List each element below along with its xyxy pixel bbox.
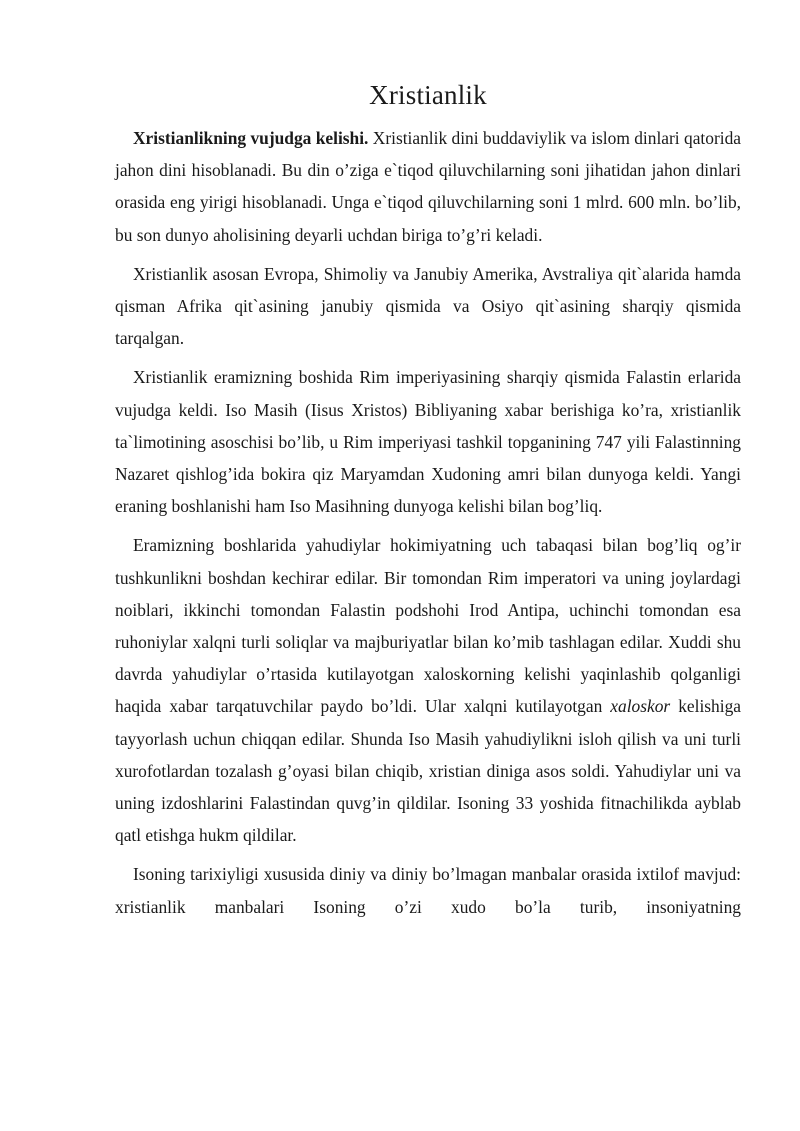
paragraph-historicity: Isoning tarixiyligi xususida diniy va diniy bo’lmagan manbalar orasida ixtilof mavjud: xristianlik manbalari Isoning o’zi xudo bo’la turib, insoniyatning (115, 864, 741, 917)
italic-term: xaloskor (610, 696, 671, 717)
paragraph-origin-text: Xristianlik dini buddaviylik va islom dinlari qatorida jahon dini hisoblanadi. Bu din o’ziga e`tiqod qiluvchilarning soni jihatidan jahon dinlari orasida eng yirigi hisoblanadi. Unga e`tiqod qiluvchilarning soni 1 mlrd. 600 mln. bo’lib, bu son dunyo aholisining deyarli uchdan biriga to’g’ri keladi. (115, 128, 741, 245)
paragraph-context-text-1: Eramizning boshlarida yahudiylar hokimiyatning uch tabaqasi bilan bog’liq og’ir tushkunlikni boshdan kechirar edilar. Bir tomondan Rim imperatori va uning joylardagi noiblari, ikkinchi tomondan Falastin podshohi Irod Antipa, uchinchi tomondan esa ruhoniylar xalqni turli soliqlar va majburiyatlar bilan ko’mib tashlagan edilar. Xuddi shu davrda yahudiylar o’rtasida kutilayotgan xaloskorning kelishi yaqinlashib qolganligi haqida xabar tarqatuvchilar paydo bo’ldi. Ular xalqni kutilayotgan (115, 535, 741, 717)
document-page (115, 70, 741, 930)
paragraph-geography: Xristianlik asosan Evropa, Shimoliy va Janubiy Amerika, Avstraliya qit`alarida hamda qisman Afrika qit`asining janubiy qismida va Osiyo qit`asining sharqiy qismida tarqalgan. (115, 263, 741, 349)
paragraph-historical-context (115, 529, 741, 851)
paragraph-origin (115, 122, 741, 251)
paragraph-emergence: Xristianlik eramizning boshida Rim imperiyasining sharqiy qismida Falastin erlarida vujudga keldi. Iso Masih (Iisus Xristos) Bibliyaning xabar berishiga ko’ra, xristianlik ta`limotining asoschisi bo’lib, u Rim imperiyasi tashkil topganining 747 yili Falastinning Nazaret qishlog’ida bokira qiz Maryamdan Xudoning amri bilan dunyoga keldi. Yangi eraning boshlanishi ham Iso Masihning dunyoga kelishi bilan bog’liq. (115, 367, 741, 517)
document-title: Xristianlik (369, 80, 487, 110)
paragraph-context-text-2: kelishiga tayyorlash uchun chiqqan edilar. Shunda Iso Masih yahudiylikni isloh qilish va uni turli xurofotlardan tozalash g’oyasi bilan chiqib, xristian diniga asos soldi. Yahudiylar uni va uning izdoshlarini Falastindan quvg’in qildilar. Isoning 33 yoshida fitnachilikda ayblab qatl etishga hukm qildilar. (115, 696, 741, 846)
paragraph-lead-heading: Xristianlikning vujudga kelishi. (133, 128, 369, 148)
